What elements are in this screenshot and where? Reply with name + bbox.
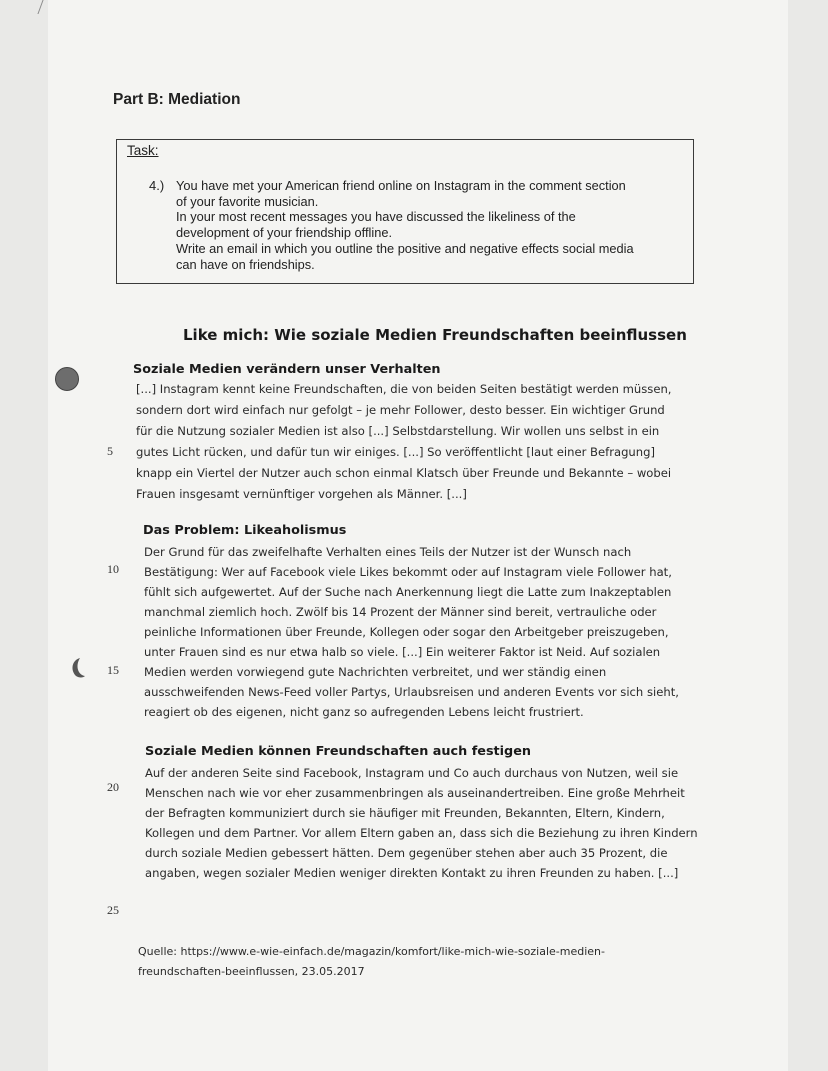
text-line: gutes Licht rücken, und dafür tun wir einiges. [...] So veröffentlicht [laut einer Befragung] bbox=[136, 445, 656, 459]
source-line: Quelle: https://www.e-wie-einfach.de/magazin/komfort/like-mich-wie-soziale-medien- bbox=[138, 945, 605, 958]
text-line: Kollegen und dem Partner. Vor allem Eltern gaben an, dass sich die Beziehung zu ihren Kindern bbox=[145, 826, 698, 840]
line-number: 20 bbox=[107, 780, 119, 794]
text-line: Der Grund für das zweifelhafte Verhalten eines Teils der Nutzer ist der Wunsch nach bbox=[144, 545, 632, 559]
line-number: 5 bbox=[107, 444, 113, 458]
task-label: Task: bbox=[127, 143, 159, 158]
task-line: of your favorite musician. bbox=[176, 193, 319, 209]
line-number: 25 bbox=[107, 903, 119, 917]
text-line: knapp ein Viertel der Nutzer auch schon einmal Klatsch über Freunde und Bekannte – wobei bbox=[136, 466, 672, 480]
task-box bbox=[116, 139, 694, 284]
text-line: Menschen nach wie vor eher zusammenbringen als auseinandertreiben. Eine große Mehrheit bbox=[145, 786, 685, 800]
text-line: [...] Instagram kennt keine Freundschaften, die von beiden Seiten bestätigt werden müssen, bbox=[136, 382, 672, 396]
text-line: fühlt sich aufgewertet. Auf der Suche nach Anerkennung liegt die Latte zum Inakzeptablen bbox=[144, 585, 672, 599]
task-number: 4.) bbox=[149, 178, 165, 193]
text-line: Auf der anderen Seite sind Facebook, Instagram und Co auch durchaus von Nutzen, weil sie bbox=[145, 766, 679, 780]
text-line: reagiert ob des eigenen, nicht ganz so aufregenden Lebens leicht frustriert. bbox=[144, 705, 584, 719]
source-citation bbox=[138, 942, 605, 982]
moon-sticker-icon bbox=[66, 656, 88, 680]
text-line: Medien werden vorwiegend gute Nachrichten verbreitet, und wer ständig einen bbox=[144, 665, 607, 679]
task-line: You have met your American friend online on Instagram in the comment section bbox=[176, 178, 626, 193]
section-heading: Soziale Medien können Freundschaften auch festigen bbox=[145, 744, 532, 759]
task-line: Write an email in which you outline the positive and negative effects social media bbox=[176, 240, 634, 256]
text-line: angaben, wegen sozialer Medien weniger direkten Kontakt zu ihren Freunden zu haben. [...] bbox=[145, 866, 679, 880]
text-line: peinliche Informationen über Freunde, Kollegen oder sogar den Arbeitgeber preiszugeben, bbox=[144, 625, 669, 639]
section-heading: Das Problem: Likeaholismus bbox=[143, 523, 347, 538]
task-line: In your most recent messages you have discussed the likeliness of the bbox=[176, 209, 576, 225]
text-line: manchmal ziemlich hoch. Zwölf bis 14 Prozent der Männer sind bereit, vertrauliche oder bbox=[144, 605, 657, 619]
task-line: development of your friendship offline. bbox=[176, 225, 393, 241]
text-line: unter Frauen sind es nur etwa halb so viele. [...] Ein weiterer Faktor ist Neid. Auf sozialen bbox=[144, 645, 661, 659]
text-line: durch soziale Medien gebessert hätten. Dem gegenüber stehen aber auch 35 Prozent, die bbox=[145, 846, 668, 860]
text-line: sondern dort wird einfach nur gefolgt – je mehr Follower, desto besser. Ein wichtiger Grund bbox=[136, 403, 665, 417]
text-line: Frauen insgesamt vernünftiger vorgehen als Männer. [...] bbox=[136, 487, 467, 501]
line-number: 10 bbox=[107, 562, 119, 576]
text-line: der Befragten kommuniziert durch sie häufiger mit Freunden, Bekannten, Eltern, Kindern, bbox=[145, 806, 665, 820]
task-line: can have on friendships. bbox=[176, 256, 315, 272]
source-line: freundschaften-beeinflussen, 23.05.2017 bbox=[138, 965, 365, 978]
article-title: Like mich: Wie soziale Medien Freundschaften beeinflussen bbox=[183, 326, 687, 344]
part-title: Part B: Mediation bbox=[113, 91, 241, 108]
line-number: 15 bbox=[107, 663, 119, 677]
task-text bbox=[176, 178, 686, 272]
section-heading: Soziale Medien verändern unser Verhalten bbox=[133, 362, 441, 377]
text-line: Bestätigung: Wer auf Facebook viele Likes bekommt oder auf Instagram viele Follower hat, bbox=[144, 565, 672, 579]
text-line: für die Nutzung sozialer Medien ist also [...] Selbstdarstellung. Wir wollen uns selbst in ein bbox=[136, 424, 660, 438]
sticker-icon bbox=[55, 367, 79, 391]
text-line: ausschweifenden News-Feed voller Partys, Urlaubsreisen und anderen Events vor sich sieht, bbox=[144, 685, 679, 699]
